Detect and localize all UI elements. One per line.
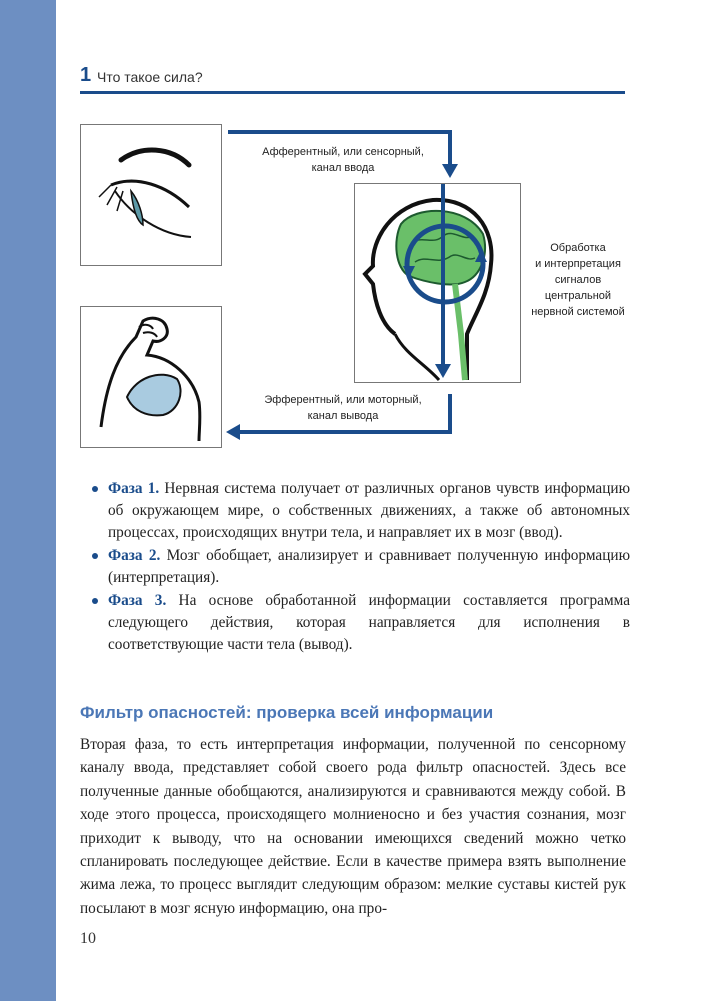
phase-list <box>90 478 630 657</box>
phase-item <box>90 545 630 589</box>
afferent-caption-line2: канал ввода <box>311 162 375 174</box>
page-number: 10 <box>80 930 96 947</box>
processing-caption <box>518 240 638 320</box>
phase-item <box>90 590 630 656</box>
processing-line: Обработка <box>550 242 606 254</box>
afferent-caption <box>243 144 443 176</box>
processing-line: центральной <box>544 290 612 302</box>
processing-line: нервной системой <box>531 306 625 318</box>
afferent-caption-line1: Афферентный, или сенсорный, <box>262 146 424 158</box>
section-paragraph: Вторая фаза, то есть интерпретация информации, полученной по сенсорному каналу ввода, представляет собой своего рода фильтр опасностей. Здесь все полученные данные обобщаются, анализируются и сравниваются между собой. В ходе этого процесса, происходящего молниеносно и без участия сознания, мозг приходит к выводу, что на основании имеющихся сведений можно четко спланировать последующее действие. Если в качестве примера взять выполнение жима лежа, то процесс выглядит следующим образом: мелкие суставы кистей рук посылают в мозг ясную информацию, она про- <box>80 736 626 917</box>
nervous-system-diagram <box>78 118 638 458</box>
chapter-number: 1 <box>80 64 92 86</box>
efferent-caption <box>243 392 443 424</box>
phase-text: Мозг обобщает, анализирует и сравнивает полученную информацию (интерпретация). <box>108 547 631 586</box>
efferent-caption-line2: канал вывода <box>307 410 379 422</box>
header-rule <box>80 91 625 94</box>
phase-item <box>90 478 630 544</box>
processing-line: и интерпретация <box>535 258 621 270</box>
section-heading: Фильтр опасностей: проверка всей информации <box>80 703 494 722</box>
processing-line: сигналов <box>554 274 602 286</box>
phase-label: Фаза 2. <box>108 547 161 564</box>
efferent-caption-line1: Эфферентный, или моторный, <box>264 394 422 406</box>
phase-text: На основе обработанной информации составляется программа следующего действия, которая направляется для исполнения в соответствующие части тела (вывод). <box>108 592 630 653</box>
page-sidebar-band <box>0 0 56 1001</box>
phase-label: Фаза 3. <box>108 592 167 609</box>
chapter-title: Что такое сила? <box>97 69 203 85</box>
running-header <box>80 64 625 92</box>
phase-text: Нервная система получает от различных органов чувств информацию об окружающем мире, о собственных движениях, а также об автономных процессах, происходящих внутри тела, и направляет их в мозг (ввод). <box>108 480 630 541</box>
phase-label: Фаза 1. <box>108 480 160 497</box>
